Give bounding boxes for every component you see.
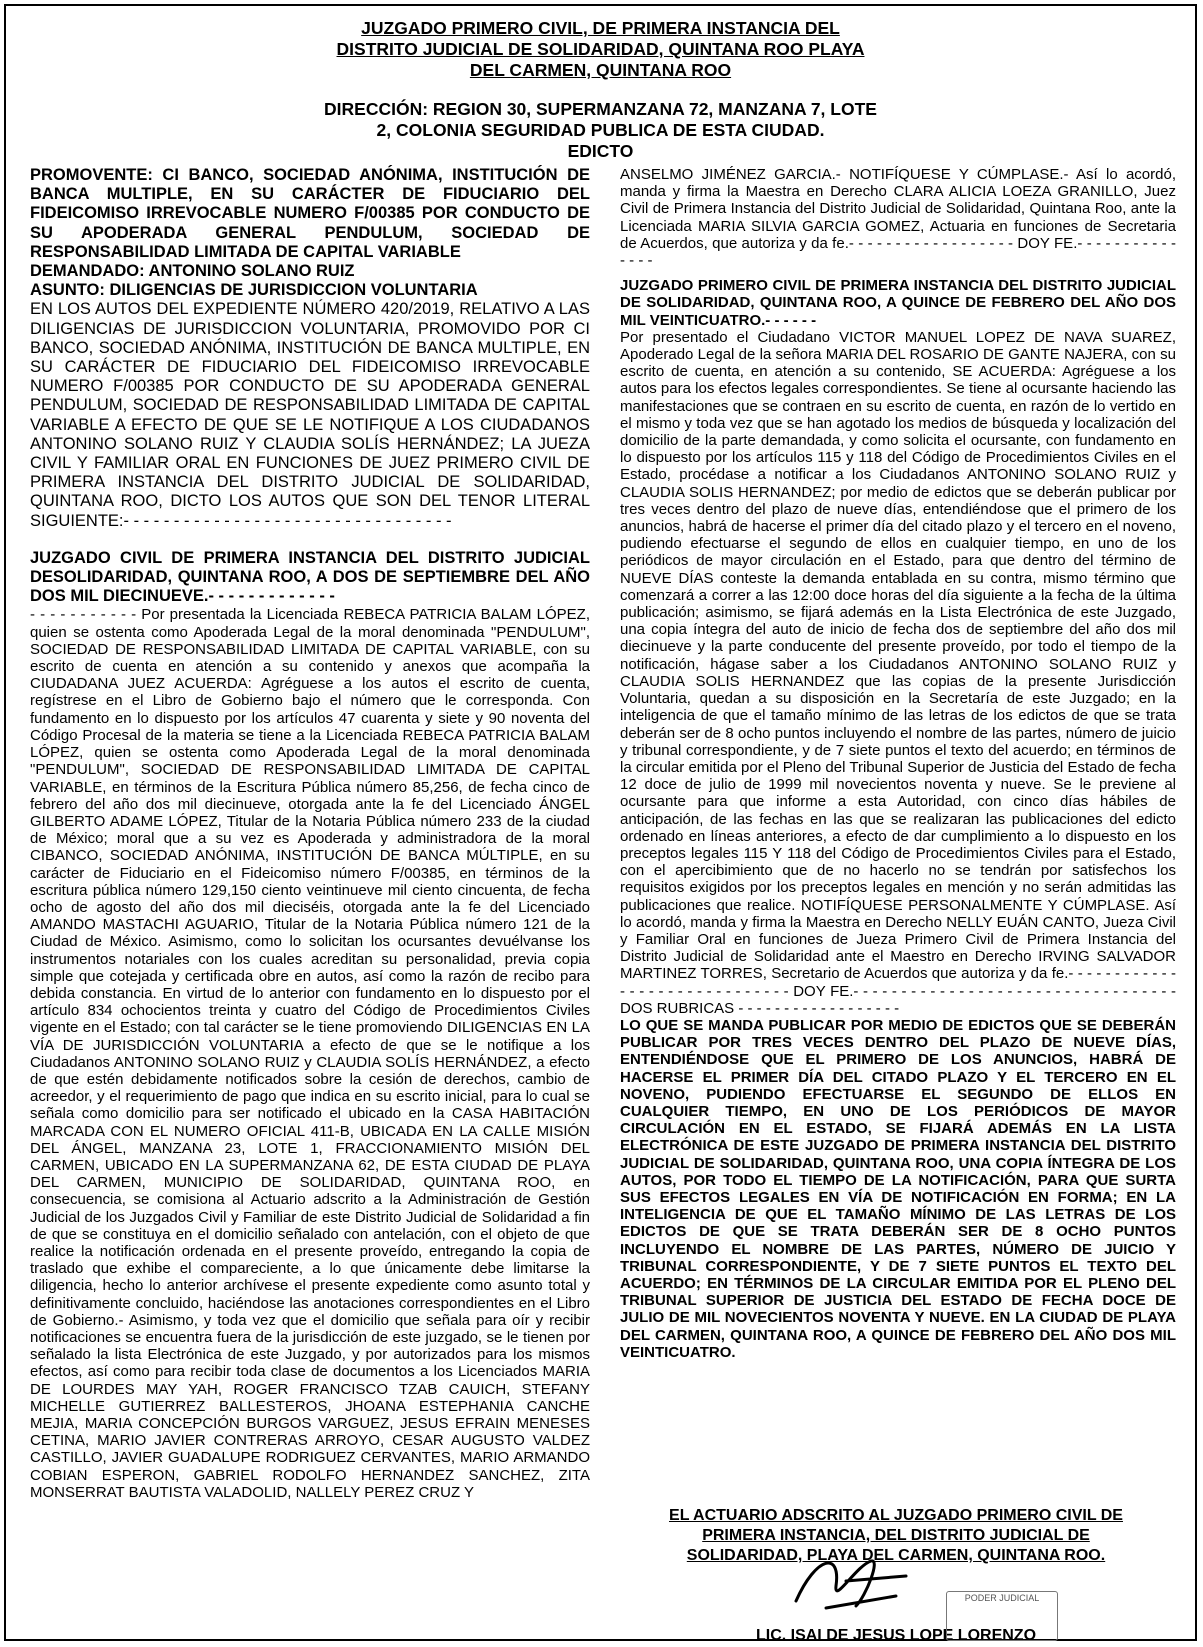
court-seal: PODER JUDICIAL xyxy=(946,1591,1058,1641)
actuario-name: LIC. ISAI DE JESUS LOPE LORENZO xyxy=(755,1627,1037,1644)
left-column xyxy=(30,166,590,1501)
actuario-title: EL ACTUARIO ADSCRITO AL JUZGADO PRIMERO CIVIL DE PRIMERA INSTANCIA, DEL DISTRITO JUDICIAL DE SOLIDARIDAD, PLAYA DEL CARMEN, QUINTANA ROO. xyxy=(669,1507,1123,1564)
auto-2024-heading: JUZGADO PRIMERO CIVIL DE PRIMERA INSTANCIA DEL DISTRITO JUDICIAL DE SOLIDARIDAD, QUINTANA ROO, A QUINCE DE FEBRERO DEL AÑO DOS MIL VEINTICUATRO.- - - - - - xyxy=(620,277,1176,329)
right-column xyxy=(620,166,1176,1361)
publication-notice: LO QUE SE MANDA PUBLICAR POR MEDIO DE EDICTOS QUE SE DEBERÁN PUBLICAR POR TRES VECES DENTRO DEL PLAZO DE NUEVE DÍAS, ENTENDIÉNDOSE QUE EL PRIMERO DE LOS ANUNCIOS, HABRÁ DE HACERSE EL PRIMER DÍA DEL CITADO PLAZO Y EL TERCERO EN EL NOVENO, PUDIENDO EFECTUARSE EL SEGUNDO DE ELLOS EN CUALQUIER TIEMPO, EN UNO DE LOS PERIÓDICOS DE MAYOR CIRCULACIÓN EN EL ESTADO, SE FIJARÁ ADEMÁS EN LA LISTA ELECTRÓNICA DE ESTE JUZGADO DE PRIMERA INSTANCIA DEL DISTRITO JUDICIAL DE SOLIDARIDAD, QUINTANA ROO, UNA COPIA ÍNTEGRA DE LOS AUTOS, POR TODO EL TIEMPO DE LA NOTIFICACIÓN, PARA QUE SURTA SUS EFECTOS LEGALES EN VÍA DE NOTIFICACIÓN EN FORMA; EN LA INTELIGENCIA DE QUE EL TAMAÑO MÍNIMO DE LAS LETRAS DE LOS EDICTOS DE QUE SE TRATA DEBERÁN SER DE 8 OCHO PUNTOS INCLUYENDO EL NOMBRE DE LAS PARTES, NÚMERO DE JUICIO Y TRIBUNAL CORRESPONDIENTE, Y DE 7 SIETE PUNTOS EL TEXTO DEL ACUERDO; EN TÉRMINOS DE LA CIRCULAR EMITIDA POR EL PLENO DEL TRIBUNAL SUPERIOR DE JUSTICIA DEL ESTADO DE FECHA DOCE DE JULIO DE MIL NOVECIENTOS NOVENTA Y NUEVE. EN LA CIUDAD DE PLAYA DEL CARMEN, QUINTANA ROO, A QUINCE DE FEBRERO DEL AÑO DOS MIL VEINTICUATRO. xyxy=(620,1016,1176,1361)
handwritten-signature xyxy=(786,1546,926,1616)
demandado: DEMANDADO: ANTONINO SOLANO RUIZ xyxy=(30,262,355,281)
edicto-page xyxy=(4,4,1197,1644)
court-name: JUZGADO PRIMERO CIVIL, DE PRIMERA INSTANCIA DEL DISTRITO JUDICIAL DE SOLIDARIDAD, QUINTANA ROO PLAYA DEL CARMEN, QUINTANA ROO xyxy=(336,18,865,80)
auto-body: - - - - - - - - - - - Por presentada la Licenciada REBECA PATRICIA BALAM LÓPEZ, quien se ostenta como Apoderada Legal de la moral denominada "PENDULUM", SOCIEDAD DE RESPONSABILIDAD LIMITADA DE CAPITAL VARIABLE, con su escrito de cuenta en atención a su contenido y anexos que acompaña la CIUDADANA JUEZ ACUERDA: Agréguese a los autos el escrito de cuenta, regístrese en el Libro de Gobierno bajo el número que le corresponda. Con fundamento en lo dispuesto por los artículos 47 cuarenta y siete y 90 noventa del Código Procesal de la materia se tiene a la Licenciada REBECA PATRICIA BALAM LÓPEZ, quien se ostenta como Apoderada Legal de la moral denominada "PENDULUM", SOCIEDAD DE RESPONSABILIDAD LIMITADA DE CAPITAL VARIABLE, en términos de la Escritura Pública número 85,256, de fecha cinco de febrero del año dos mil diecinueve, otorgada ante la fe del Licenciado ÁNGEL GILBERTO ADAME LÓPEZ, Titular de la Notaria Pública número 233 de la ciudad de México; moral que a su vez es Apoderada y administradora de la moral CIBANCO, SOCIEDAD ANÓNIMA, INSTITUCIÓN DE BANCA MÚLTIPLE, en su carácter de Fiduciario en el Fideicomiso número F/00385, en términos de la escritura pública número 129,150 ciento veintinueve mil ciento cincuenta, de fecha ocho de agosto del año dos mil dieciséis, otorgada ante la fe del Licenciado AMANDO MASTACHI AGUARIO, Titular de la Notaria Pública número 121 de la Ciudad de México. Asimismo, como lo solicitan los ocursantes devuélvanse los instrumentos notariales con los cuales acreditan su personalidad, previa copia simple que cotejada y certificada obre en autos, así como la razón de recibo para debida constancia. En virtud de lo anterior con fundamento en lo dispuesto por el artículo 834 ochocientos treinta y cuatro del Código de Procedimientos Civiles vigente en el Estado; con tal carácter se le tiene promoviendo DILIGENCIAS EN LA VÍA DE JURISDICCIÓN VOLUNTARIA a efecto de que se le notifique a los Ciudadanos ANTONINO SOLANO RUIZ y CLAUDIA SOLÍS HERNÁNDEZ, a efecto de que estén debidamente notificados sobre la cesión de derechos, cambio de acreedor, y el requerimiento de pago que indica en su escrito inicial, para lo cual se señala como domicilio para ser notificado el ubicado en la CASA HABITACIÓN MARCADA CON EL NUMERO OFICIAL 411-B, UBICADA EN LA CALLE MISIÓN DEL ÁNGEL, MANZANA 23, LOTE 1, FRACCIONAMIENTO MISIÓN DEL CARMEN, UBICADO EN LA SUPERMANZANA 62, DE ESTA CIUDAD DE PLAYA DEL CARMEN, MUNICIPIO DE SOLIDARIDAD, QUINTANA ROO, en consecuencia, se comisiona al Actuario adscrito a la Administración de Gestión Judicial de los Juzgados Civil y Familiar de este Distrito Judicial de Solidaridad a fin de que se constituya en el domicilio señalado con antelación, con el objeto de que realice la notificación ordenada en el presente proveído, entregando la copia de traslado que exhibe el compareciente, a lo que únicamente debe limitarse la diligencia, hecho lo anterior archívese el presente expediente como asunto total y definitivamente concluido, haciéndose las anotaciones correspondientes en el Libro de Gobierno.- Asimismo, y toda vez que el domicilio que señala para oír y recibir notificaciones se encuentra fuera de la jurisdicción de este juzgado, se le tienen por señalado la lista Electrónica de este Juzgado, y por autorizados para los mismos efectos, así como para recibir toda clase de documentos a los Licenciados MARIA DE LOURDES MAY YAH, ROGER FRANCISCO TZAB CAUICH, STEFANY MICHELLE GUTIERREZ BALLESTEROS, JHOANA ESTEPHANIA CANCHE MEJIA, MARIA CONCEPCIÓN BURGOS VARGUEZ, JESUS EFRAIN MENESES CETINA, MARIO JAVIER CONTRERAS ARROYO, CESAR AUGUSTO VALDEZ CASTILLO, JAVIER GUADALUPE RODRIGUEZ CERVANTES, MARIO ARMANDO COBIAN ESPERON, GABRIEL RODOLFO HERNANDEZ SANCHEZ, ZITA MONSERRAT BAUTISTA VALADOLID, NALLELY PEREZ CRUZ Y xyxy=(30,606,590,1501)
promovente: PROMOVENTE: CI BANCO, SOCIEDAD ANÓNIMA, INSTITUCIÓN DE BANCA MULTIPLE, EN SU CARÁCTER DE FIDUCIARIO DEL FIDEICOMISO IRREVOCABLE NUMERO F/00385 POR CONDUCTO DE SU APODERADA GENERAL PENDULUM, SOCIEDAD DE RESPONSABILIDAD LIMITADA DE CAPITAL VARIABLE xyxy=(30,166,590,261)
auto-closing: ANSELMO JIMÉNEZ GARCIA.- NOTIFÍQUESE Y CÚMPLASE.- Así lo acordó, manda y firma la Maestra en Derecho CLARA ALICIA LOEZA GRANILLO, Juez Civil de Primera Instancia del Distrito Judicial de Solidaridad, Quintana Roo, ante la Licenciada MARIA SILVIA GARCIA GOMEZ, Actuaria en funciones de Secretaria de Acuerdos, que autoriza y da fe.- - - - - - - - - - - - - - - - - - DOY FE.- - - - - - - - - - - - - - - xyxy=(620,166,1176,270)
intro-paragraph: EN LOS AUTOS DEL EXPEDIENTE NÚMERO 420/2019, RELATIVO A LAS DILIGENCIAS DE JURISDICCION VOLUNTARIA, PROMOVIDO POR CI BANCO, SOCIEDAD ANÓNIMA, INSTITUCIÓN DE BANCA MULTIPLE, EN SU CARÁCTER DE FIDUCIARIO DEL FIDEICOMISO IRREVOCABLE NUMERO F/00385 POR CONDUCTO DE SU APODERADA GENERAL PENDULUM, SOCIEDAD DE RESPONSABILIDAD LIMITADA DE CAPITAL VARIABLE A EFECTO DE QUE SE LE NOTIFIQUE A LOS CIUDADANOS ANTONINO SOLANO RUIZ Y CLAUDIA SOLÍS HERNÁNDEZ; LA JUEZA CIVIL Y FAMILIAR ORAL EN FUNCIONES DE JUEZ PRIMERO CIVIL DE PRIMERA INSTANCIA DEL DISTRITO JUDICIAL DE SOLIDARIDAD, QUINTANA ROO, DICTO LOS AUTOS QUE SON DEL TENOR LITERAL SIGUIENTE:- - - - - - - - - - - - - - - - - - - - - - - - - - - - - - - - - xyxy=(30,300,590,530)
asunto: ASUNTO: DILIGENCIAS DE JURISDICCION VOLUNTARIA xyxy=(30,281,478,300)
auto-2024-body: Por presentado el Ciudadano VICTOR MANUEL LOPEZ DE NAVA SUAREZ, Apoderado Legal de la señora MARIA DEL ROSARIO DE GANTE NAJERA, con su escrito de cuenta, en atención a su contenido, SE ACUERDA: Agréguese a los autos para los efectos legales correspondientes. Se tiene al ocursante haciendo las manifestaciones que se contraen en su escrito de cuenta, en razón de lo vertido en el mismo y toda vez que se han agotado los medios de búsqueda y localización del domicilio de la parte demandada, y como solicita el ocursante, con fundamento en lo dispuesto por los artículos 115 y 118 del Código de Procedimientos Civiles en el Estado, procédase a notificar a los Ciudadanos ANTONINO SOLANO RUIZ y CLAUDIA SOLIS HERNANDEZ; por medio de edictos que se deberán publicar por tres veces dentro del plazo de nueve días, entendiéndose que el primero de los anuncios, habrá de hacerse el primer día del citado plazo y el tercero en el noveno, pudiendo efectuarse el segundo de ellos en cualquier tiempo, en uno de los periódicos de mayor circulación en el Estado, para que dentro del término de NUEVE DÍAS conteste la demanda entablada en su contra, mismo término que comenzará a correr a las 12:00 doce horas del día siguiente a la fecha de la última publicación; asimismo, se fijará además en la Lista Electrónica de este Juzgado, una copia íntegra del auto de inicio de fecha dos de septiembre del año dos mil diecinueve y la parte conducente del presente proveído, por todo el tiempo de la notificación, hágase saber a los Ciudadanos ANTONINO SOLANO RUIZ y CLAUDIA SOLIS HERNANDEZ que las copias de la presente Jurisdicción Voluntaria, quedan a su disposición en la Secretaría de este Juzgado; en la inteligencia de que el tamaño mínimo de las letras de los edictos de que se trata deberán ser de 8 ocho puntos incluyendo el nombre de las partes, número de juicio y tribunal correspondiente, y de 7 siete puntos el texto del acuerdo; en términos de la circular emitida por el Pleno del Tribunal Superior de Justicia del Estado de fecha 12 doce de julio de 1999 mil novecientos noventa y nueve. Se le previene al ocursante para que informe a esta Autoridad, con cinco días hábiles de anticipación, de las fechas en las que se realizaran las publicaciones del edicto ordenado en líneas anteriores, a efecto de dar cumplimiento a lo dispuesto en los preceptos legales 115 Y 118 del Código de Procedimientos Civiles para el Estado, con el apercibimiento que de no hacerlo no se tendrán por satisfechos los requisitos exigidos por los preceptos legales en mención y no serán admitidas las publicaciones que realice. NOTIFÍQUESE PERSONALMENTE Y CÚMPLASE. Así lo acordó, manda y firma la Maestra en Derecho NELLY EUÁN CANTO, Jueza Civil y Familiar Oral en funciones de Jueza Primero Civil de Primera Instancia del Distrito Judicial de Solidaridad ante el Maestro en Derecho IRVING SALVADOR MARTINEZ TORRES, Secretario de Acuerdos que autoriza y da fe.- - - - - - - - - - - - - - - - - - - - - - - - - - - - - - DOY FE.- - - - - - - - - - - - - - - - - - - - - - - - - - - - - - - - - - DOS RUBRICAS - - - - - - - - - - - - - - - - - - xyxy=(620,328,1176,1017)
edicto-title: EDICTO xyxy=(567,141,634,161)
auto-heading: JUZGADO CIVIL DE PRIMERA INSTANCIA DEL DISTRITO JUDICIAL DESOLIDARIDAD, QUINTANA ROO, A DOS DE SEPTIEMBRE DEL AÑO DOS MIL DIECINUEVE.- - - - - - - - - - - - - xyxy=(30,548,590,606)
document-header xyxy=(6,18,1195,162)
court-address: DIRECCIÓN: REGION 30, SUPERMANZANA 72, MANZANA 7, LOTE 2, COLONIA SEGURIDAD PUBLICA DE ESTA CIUDAD. xyxy=(324,99,877,140)
